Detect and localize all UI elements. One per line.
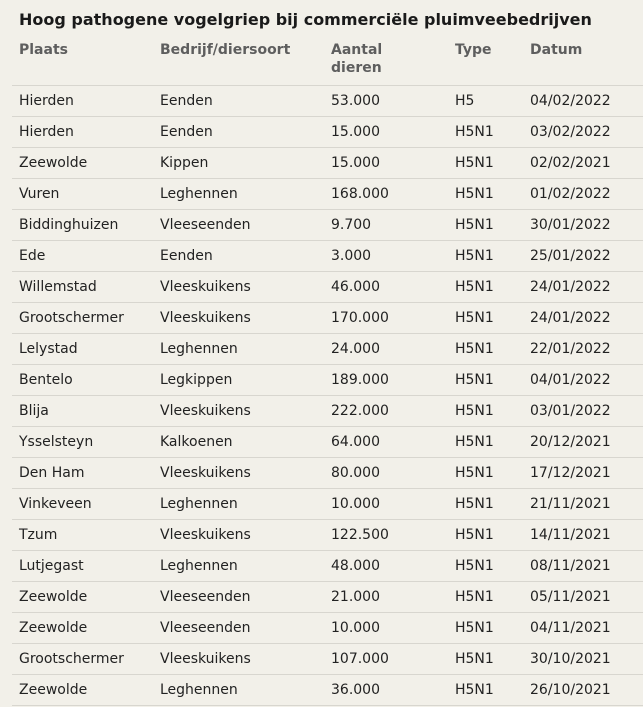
cell-type: H5N1 [448,551,523,582]
cell-plaats: Zeewolde [12,582,153,613]
cell-type: H5N1 [448,365,523,396]
cell-type: H5N1 [448,489,523,520]
cell-bedrijf: Vleeseenden [153,613,324,644]
cell-type: H5N1 [448,179,523,210]
cell-plaats: Tzum [12,520,153,551]
cell-type: H5 [448,86,523,117]
cell-bedrijf: Leghennen [153,489,324,520]
cell-bedrijf: Vleeskuikens [153,303,324,334]
cell-aantal: 107.000 [324,644,448,675]
cell-bedrijf: Vleeskuikens [153,458,324,489]
cell-datum: 30/01/2022 [523,210,643,241]
table-row [12,241,643,272]
cell-aantal: 15.000 [324,117,448,148]
cell-type: H5N1 [448,520,523,551]
cell-aantal: 168.000 [324,179,448,210]
cell-type: H5N1 [448,148,523,179]
cell-type: H5N1 [448,675,523,706]
column-header-aantal [324,38,448,86]
cell-bedrijf: Vleeseenden [153,582,324,613]
cell-aantal: 53.000 [324,86,448,117]
cell-plaats: Zeewolde [12,675,153,706]
cell-datum: 04/01/2022 [523,365,643,396]
cell-type: H5N1 [448,427,523,458]
table-body [12,86,643,706]
cell-aantal: 24.000 [324,334,448,365]
cell-datum: 22/01/2022 [523,334,643,365]
cell-bedrijf: Vleeskuikens [153,272,324,303]
cell-datum: 25/01/2022 [523,241,643,272]
cell-datum: 04/11/2021 [523,613,643,644]
cell-bedrijf: Leghennen [153,179,324,210]
cell-datum: 01/02/2022 [523,179,643,210]
cell-type: H5N1 [448,582,523,613]
column-header-datum: Datum [523,38,643,86]
cell-datum: 20/12/2021 [523,427,643,458]
table-row [12,520,643,551]
cell-type: H5N1 [448,241,523,272]
cell-plaats: Hierden [12,117,153,148]
table-row [12,582,643,613]
cell-aantal: 189.000 [324,365,448,396]
table-row [12,644,643,675]
cell-plaats: Bentelo [12,365,153,396]
cell-type: H5N1 [448,272,523,303]
table-row [12,303,643,334]
cell-aantal: 9.700 [324,210,448,241]
cell-datum: 08/11/2021 [523,551,643,582]
cell-bedrijf: Kippen [153,148,324,179]
cell-bedrijf: Vleeskuikens [153,644,324,675]
cell-bedrijf: Leghennen [153,334,324,365]
cell-datum: 02/02/2021 [523,148,643,179]
cell-datum: 30/10/2021 [523,644,643,675]
cell-type: H5N1 [448,334,523,365]
cell-plaats: Willemstad [12,272,153,303]
cell-bedrijf: Leghennen [153,551,324,582]
cell-aantal: 170.000 [324,303,448,334]
cell-datum: 03/01/2022 [523,396,643,427]
cell-bedrijf: Vleeseenden [153,210,324,241]
column-header-bedrijf: Bedrijf/diersoort [153,38,324,86]
cell-plaats: Vuren [12,179,153,210]
cell-datum: 24/01/2022 [523,272,643,303]
table-row [12,613,643,644]
cell-aantal: 10.000 [324,489,448,520]
cell-bedrijf: Eenden [153,117,324,148]
cell-datum: 21/11/2021 [523,489,643,520]
table-row [12,396,643,427]
cell-aantal: 80.000 [324,458,448,489]
cell-plaats: Vinkeveen [12,489,153,520]
cell-aantal: 46.000 [324,272,448,303]
cell-plaats: Blija [12,396,153,427]
table-row [12,210,643,241]
cell-aantal: 122.500 [324,520,448,551]
table-row [12,86,643,117]
cell-plaats: Grootschermer [12,644,153,675]
table-row [12,551,643,582]
cell-bedrijf: Legkippen [153,365,324,396]
cell-aantal: 222.000 [324,396,448,427]
cell-datum: 24/01/2022 [523,303,643,334]
cell-type: H5N1 [448,303,523,334]
cell-plaats: Ede [12,241,153,272]
cell-datum: 04/02/2022 [523,86,643,117]
table-row [12,675,643,706]
cell-datum: 17/12/2021 [523,458,643,489]
cell-aantal: 10.000 [324,613,448,644]
cell-plaats: Grootschermer [12,303,153,334]
column-header-plaats: Plaats [12,38,153,86]
cell-bedrijf: Vleeskuikens [153,520,324,551]
cell-aantal: 21.000 [324,582,448,613]
cell-aantal: 48.000 [324,551,448,582]
table-row [12,148,643,179]
outbreak-table [12,38,643,706]
cell-bedrijf: Eenden [153,241,324,272]
cell-plaats: Hierden [12,86,153,117]
cell-plaats: Zeewolde [12,613,153,644]
cell-plaats: Lutjegast [12,551,153,582]
cell-aantal: 15.000 [324,148,448,179]
column-header-type: Type [448,38,523,86]
cell-aantal: 3.000 [324,241,448,272]
table-row [12,365,643,396]
table-row [12,272,643,303]
table-row [12,334,643,365]
table-row [12,427,643,458]
cell-plaats: Ysselsteyn [12,427,153,458]
page-title: Hoog pathogene vogelgriep bij commerciële pluimveebedrijven [19,10,592,29]
cell-bedrijf: Vleeskuikens [153,396,324,427]
cell-type: H5N1 [448,210,523,241]
cell-plaats: Den Ham [12,458,153,489]
cell-type: H5N1 [448,458,523,489]
cell-type: H5N1 [448,644,523,675]
cell-datum: 14/11/2021 [523,520,643,551]
cell-bedrijf: Eenden [153,86,324,117]
cell-plaats: Lelystad [12,334,153,365]
cell-type: H5N1 [448,613,523,644]
table-row [12,117,643,148]
cell-datum: 05/11/2021 [523,582,643,613]
table-row [12,489,643,520]
cell-datum: 03/02/2022 [523,117,643,148]
cell-plaats: Zeewolde [12,148,153,179]
cell-aantal: 36.000 [324,675,448,706]
cell-type: H5N1 [448,117,523,148]
table-header-row [12,38,643,86]
table-row [12,179,643,210]
column-header-aantal-line2: dieren [331,60,382,76]
table-row [12,458,643,489]
cell-bedrijf: Kalkoenen [153,427,324,458]
column-header-aantal-line1: Aantal [331,42,383,58]
cell-bedrijf: Leghennen [153,675,324,706]
cell-datum: 26/10/2021 [523,675,643,706]
cell-type: H5N1 [448,396,523,427]
cell-plaats: Biddinghuizen [12,210,153,241]
cell-aantal: 64.000 [324,427,448,458]
